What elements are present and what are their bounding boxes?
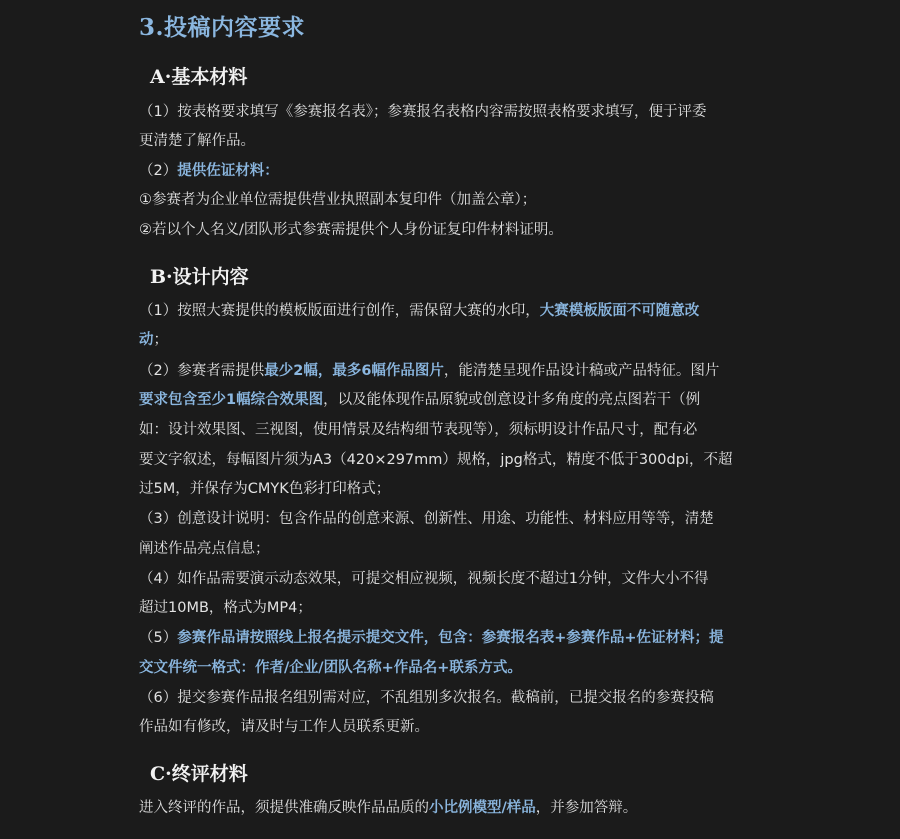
b-item1-highlight: 大赛模板版面不可随意改 bbox=[539, 303, 700, 319]
subsection-a-heading: A·基本材料 bbox=[150, 66, 248, 88]
b-item5-highlight: 参赛作品请按照线上报名提示提交文件，包含：参赛报名表+参赛作品+佐证材料；提 bbox=[177, 630, 724, 646]
c-text-b: ，并参加答辩。 bbox=[535, 800, 638, 816]
b-item5-line2 bbox=[139, 658, 522, 678]
b-item2-text-c: ，以及能体现作品原貌或创意设计多角度的亮点图若干（例 bbox=[323, 392, 701, 408]
a-sub2-line: ②若以个人名义/团队形式参赛需提供个人身份证复印件材料证明。 bbox=[139, 222, 563, 238]
b-item2-line4: 要文字叙述，每幅图片须为A3（420×297mm）规格，jpg格式，精度不低于300dpi，不超 bbox=[139, 452, 733, 468]
b-item2-highlight-b: 要求包含至少1幅综合效果图 bbox=[139, 392, 324, 408]
b-item1-text: （1）按照大赛提供的模板版面进行创作，需保留大赛的水印， bbox=[139, 303, 540, 319]
b-item2-line1 bbox=[139, 361, 719, 381]
b-item2-line5: 过5M，并保存为CMYK色彩打印格式； bbox=[139, 481, 391, 497]
a-item2-highlight: 提供佐证材料： bbox=[177, 163, 279, 179]
a-sub1-line: ①参赛者为企业单位需提供营业执照副本复印件（加盖公章）； bbox=[139, 192, 537, 208]
a-item1-line1: （1）按表格要求填写《参赛报名表》；参赛报名表格内容需按照表格要求填写，便于评委 bbox=[139, 104, 707, 120]
b-item4-line1: （4）如作品需要演示动态效果，可提交相应视频，视频长度不超过1分钟，文件大小不得 bbox=[139, 571, 709, 587]
c-line1 bbox=[139, 798, 637, 818]
b-item6-line2: 作品如有修改，请及时与工作人员联系更新。 bbox=[139, 719, 429, 735]
subsection-c-heading: C·终评材料 bbox=[150, 763, 248, 785]
b-item2-line3: 如：设计效果图、三视图，使用情景及结构细节表现等），须标明设计作品尺寸，配有必 bbox=[139, 422, 698, 438]
b-item4-line2: 超过10MB，格式为MP4； bbox=[139, 600, 312, 616]
b-item1-line2 bbox=[139, 330, 168, 350]
a-item1-line2: 更清楚了解作品。 bbox=[139, 133, 255, 149]
b-item1-highlight-cont: 动 bbox=[139, 332, 154, 348]
c-highlight: 小比例模型/样品 bbox=[429, 800, 536, 816]
c-text-a: 进入终评的作品，须提供准确反映作品品质的 bbox=[139, 800, 429, 816]
a-item2-line bbox=[139, 161, 279, 181]
b-item1-end: ； bbox=[153, 332, 168, 348]
b-item2-text-b: ，能清楚呈现作品设计稿或产品特征。图片 bbox=[443, 363, 720, 379]
b-item5-highlight-cont: 交文件统一格式：作者/企业/团队名称+作品名+联系方式。 bbox=[139, 660, 522, 676]
b-item3-line1: （3）创意设计说明：包含作品的创意来源、创新性、用途、功能性、材料应用等等，清楚 bbox=[139, 511, 714, 527]
b-item2-line2 bbox=[139, 390, 700, 410]
b-item5-line1 bbox=[139, 628, 724, 648]
b-item2-text-a: （2）参赛者需提供 bbox=[139, 363, 265, 379]
b-item3-line2: 阐述作品亮点信息； bbox=[139, 541, 270, 557]
b-item1-line1 bbox=[139, 301, 699, 321]
b-item5-number: （5） bbox=[139, 630, 178, 646]
subsection-b-heading: B·设计内容 bbox=[150, 266, 249, 288]
section-title: 3.投稿内容要求 bbox=[139, 14, 306, 41]
a-item2-number: （2） bbox=[139, 163, 178, 179]
b-item6-line1: （6）提交参赛作品报名组别需对应，不乱组别多次报名。截稿前，已提交报名的参赛投稿 bbox=[139, 690, 714, 706]
b-item2-highlight-a: 最少2幅，最多6幅作品图片 bbox=[264, 363, 444, 379]
